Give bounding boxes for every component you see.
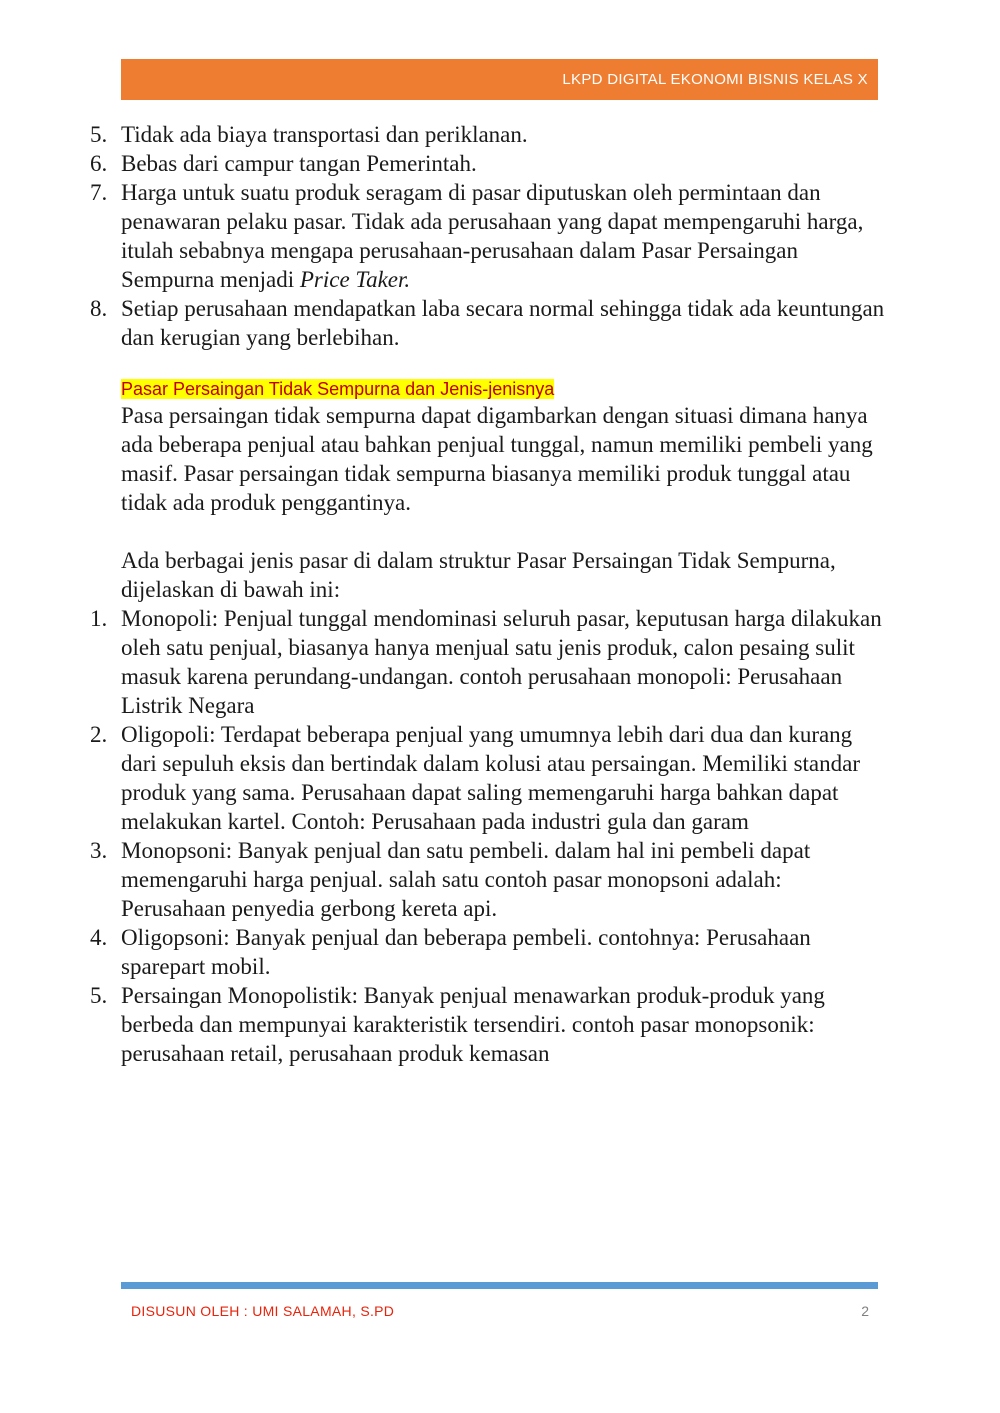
header-title: LKPD DIGITAL EKONOMI BISNIS KELAS X bbox=[562, 71, 868, 88]
list-item bbox=[0, 149, 1000, 178]
list-item-text: Harga untuk suatu produk seragam di pasar diputuskan oleh permintaan dan penawaran pelaku pasar. Tidak ada perusahaan yang dapat mempengaruhi harga, itulah sebabnya mengapa perusahaan-perusahaan dalam Pasar Persaingan Sempurna menjadi bbox=[121, 180, 864, 292]
list-item-number: 8. bbox=[90, 296, 108, 321]
page-header-bar bbox=[121, 59, 878, 100]
list-item-text: Oligopoli: Terdapat beberapa penjual yang umumnya lebih dari dua dan kurang dari sepuluh eksis dan bertindak dalam kolusi atau persaingan. Memiliki standar produk yang sama. Perusahaan dapat saling memengaruhi harga bahkan dapat melakukan kartel. Contoh: Perusahaan pada industri gula dan garam bbox=[121, 722, 861, 834]
imperfect-competition-section bbox=[0, 377, 1000, 604]
list-item-text: Monopsoni: Banyak penjual dan satu pembeli. dalam hal ini pembeli dapat memengaruhi harga penjual. salah satu contoh pasar monopsoni adalah: Perusahaan penyedia gerbong kereta api. bbox=[121, 838, 811, 921]
list-item-number: 6. bbox=[90, 151, 108, 176]
characteristics-list bbox=[0, 120, 1000, 352]
list-item bbox=[0, 720, 1000, 836]
list-item-number: 3. bbox=[90, 838, 108, 863]
list-item-number: 4. bbox=[90, 925, 108, 950]
price-taker-term: Price Taker. bbox=[299, 267, 411, 292]
list-item bbox=[0, 294, 1000, 352]
footer-divider bbox=[121, 1282, 878, 1289]
page-number: 2 bbox=[861, 1303, 869, 1319]
list-item bbox=[0, 604, 1000, 720]
list-item-text: Setiap perusahaan mendapatkan laba secara normal sehingga tidak ada keuntungan dan kerugian yang berlebihan. bbox=[121, 296, 885, 350]
section-heading-text: Pasar Persaingan Tidak Sempurna dan Jenis-jenisnya bbox=[121, 379, 555, 399]
list-item bbox=[0, 981, 1000, 1068]
list-item-text: Tidak ada biaya transportasi dan periklanan. bbox=[121, 122, 528, 147]
list-item bbox=[0, 120, 1000, 149]
list-item-text: Monopoli: Penjual tunggal mendominasi seluruh pasar, keputusan harga dilakukan oleh satu penjual, biasanya hanya menjual satu jenis produk, calon pesaing sulit masuk karena perundang-undangan. contoh perusahaan monopoli: Perusahaan Listrik Negara bbox=[121, 606, 882, 718]
list-item bbox=[0, 923, 1000, 981]
list-item-number: 7. bbox=[90, 180, 108, 205]
page-content bbox=[0, 120, 1000, 1068]
list-item-number: 5. bbox=[90, 983, 108, 1008]
section-lead: Ada berbagai jenis pasar di dalam struktur Pasar Persaingan Tidak Sempurna, dijelaskan di bawah ini: bbox=[121, 548, 836, 602]
market-types-list bbox=[0, 604, 1000, 1068]
list-item-text: Bebas dari campur tangan Pemerintah. bbox=[121, 151, 477, 176]
list-item-number: 5. bbox=[90, 122, 108, 147]
list-item bbox=[0, 836, 1000, 923]
footer-author: DISUSUN OLEH : UMI SALAMAH, S.PD bbox=[131, 1303, 395, 1319]
list-item-number: 2. bbox=[90, 722, 108, 747]
section-intro: Pasa persaingan tidak sempurna dapat digambarkan dengan situasi dimana hanya ada beberapa penjual atau bahkan penjual tunggal, namun memiliki pembeli yang masif. Pasar persaingan tidak sempurna biasanya memiliki produk tunggal atau tidak ada produk penggantinya. bbox=[121, 403, 873, 515]
list-item-text: Oligopsoni: Banyak penjual dan beberapa pembeli. contohnya: Perusahaan sparepart mobil. bbox=[121, 925, 811, 979]
list-item-text: Persaingan Monopolistik: Banyak penjual menawarkan produk-produk yang berbeda dan mempunyai karakteristik tersendiri. contoh pasar monopsonik: perusahaan retail, perusahaan produk kemasan bbox=[121, 983, 825, 1066]
list-item-number: 1. bbox=[90, 606, 108, 631]
list-item bbox=[0, 178, 1000, 294]
section-heading bbox=[121, 377, 885, 401]
